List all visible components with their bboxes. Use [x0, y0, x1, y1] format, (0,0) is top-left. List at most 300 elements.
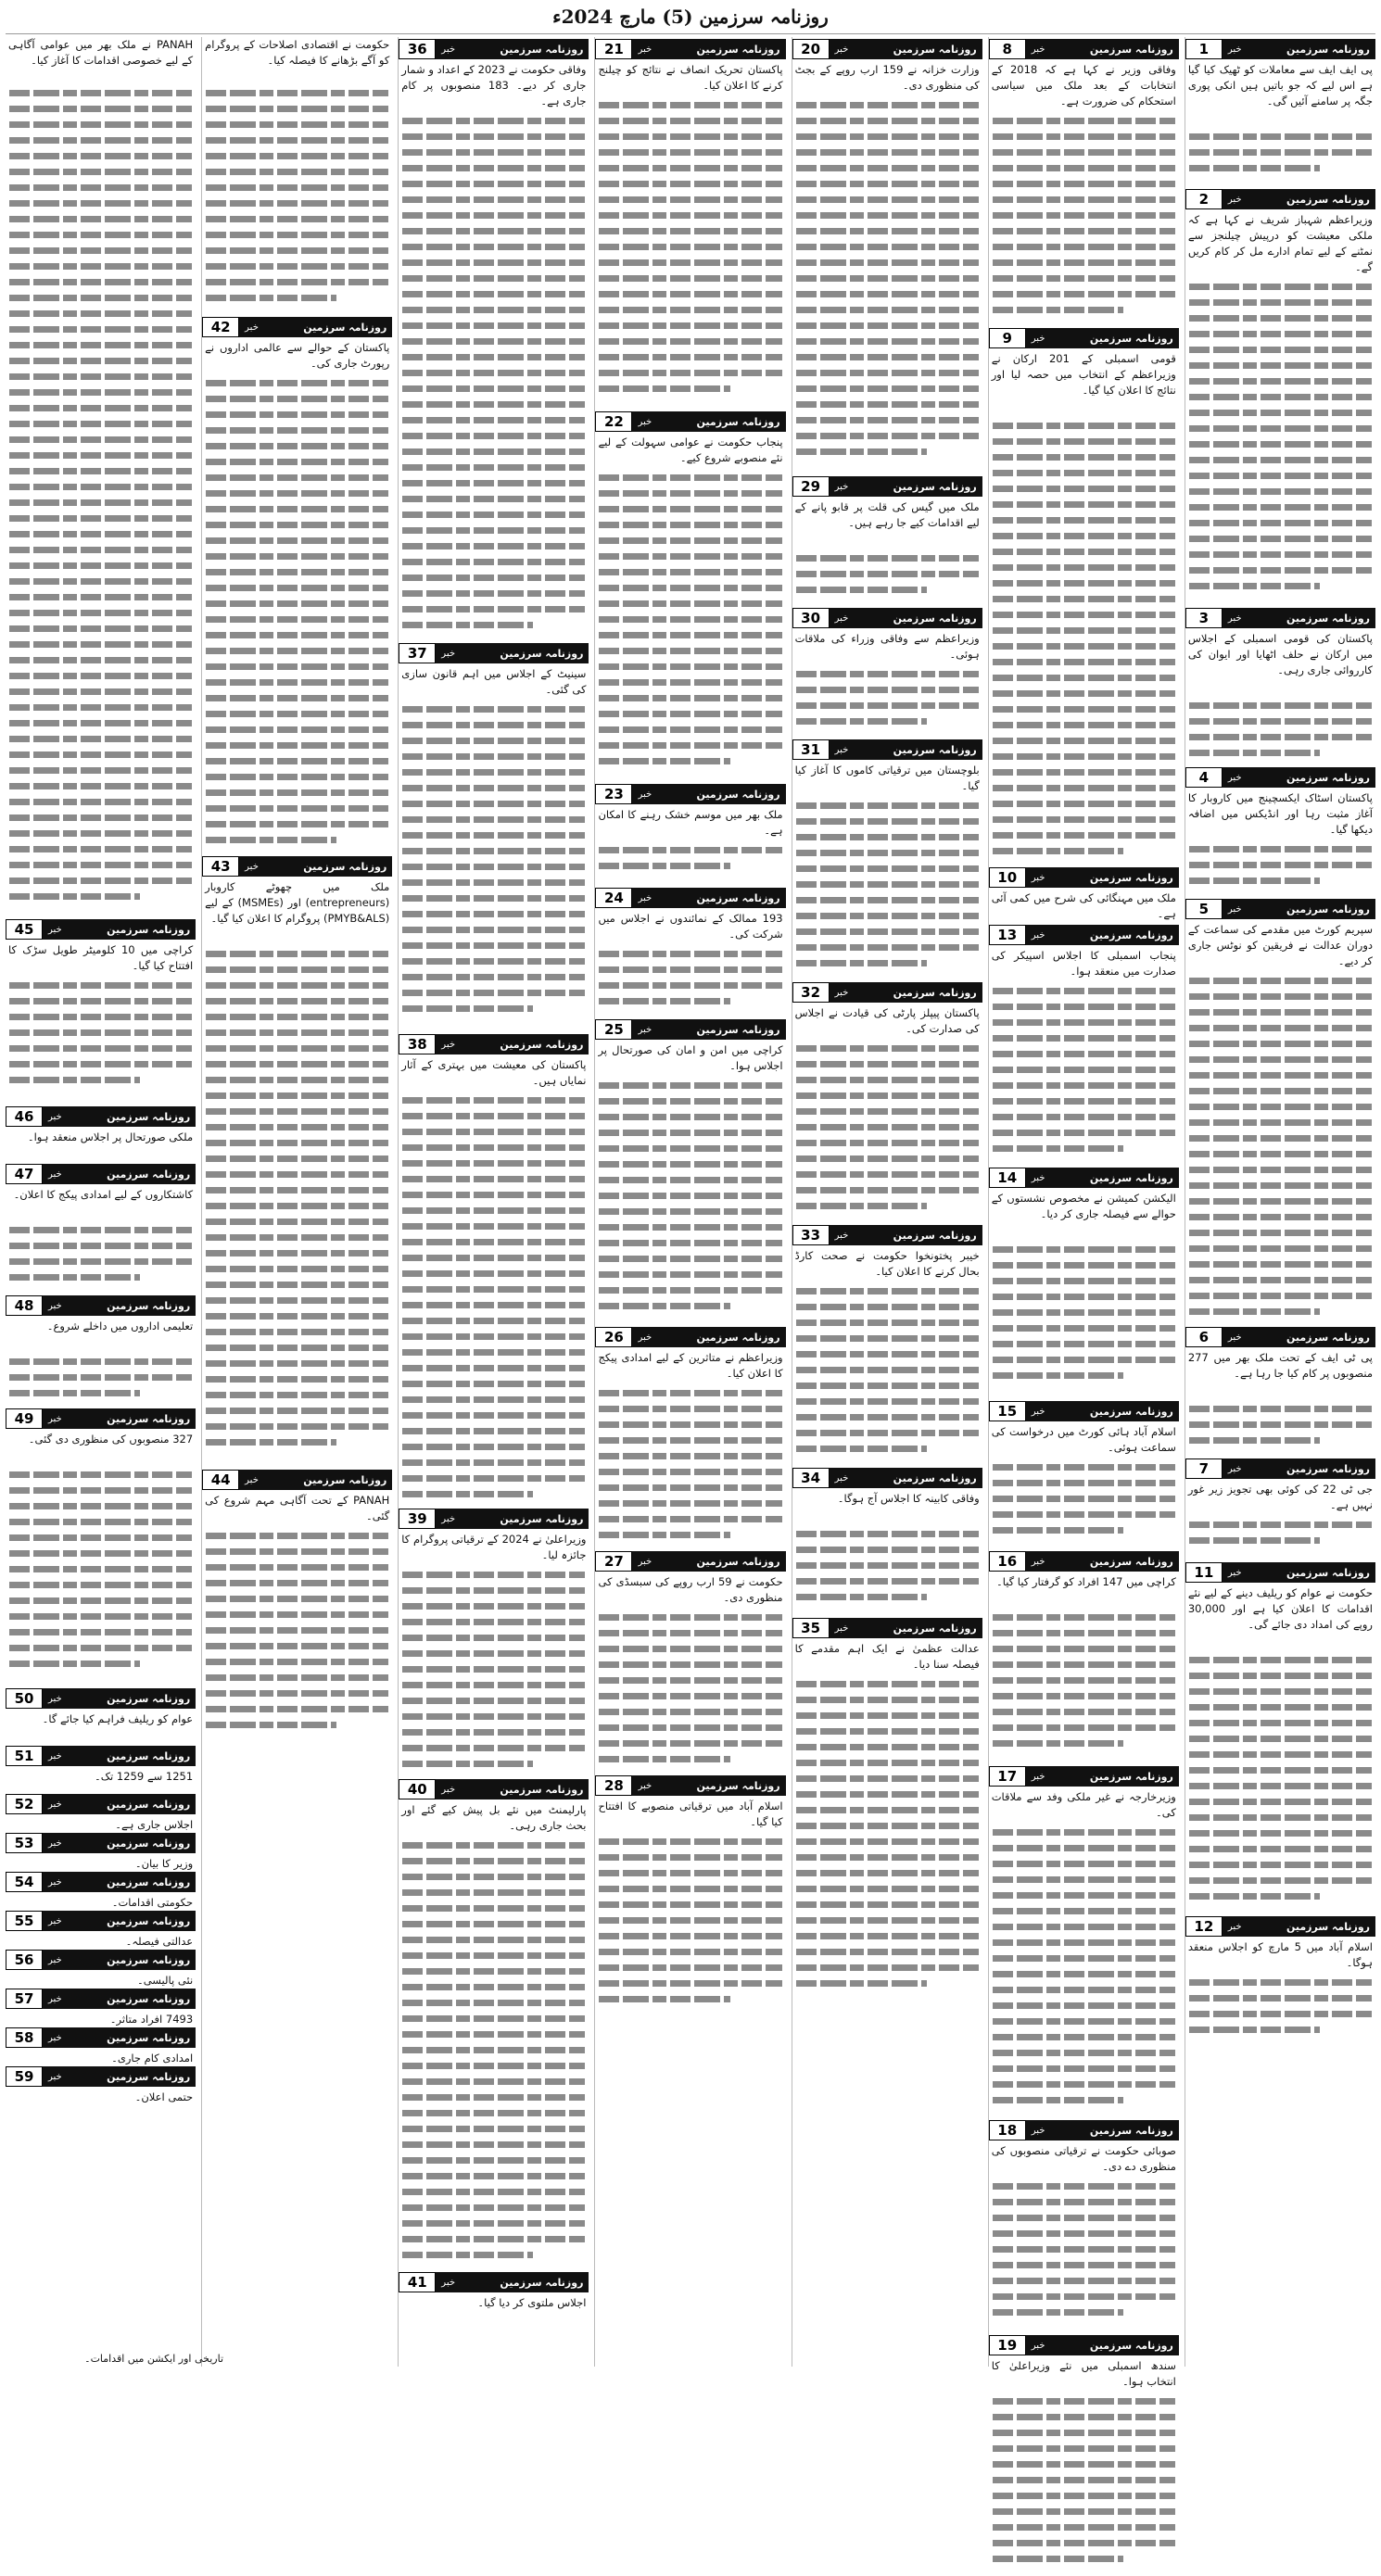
news-story	[1185, 1458, 1375, 1560]
section-label: روزنامہ سرزمین	[1089, 1405, 1173, 1418]
body-copy-lines	[595, 1838, 785, 2012]
news-story	[595, 888, 785, 1017]
story-header	[1185, 767, 1375, 788]
story-bar	[1026, 925, 1179, 945]
story-number: 14	[989, 1168, 1026, 1188]
story-bar	[43, 1989, 196, 2009]
story-header	[6, 1408, 196, 1429]
section-label: روزنامہ سرزمین	[107, 1992, 191, 2005]
news-story	[202, 37, 392, 315]
tag-label: خبر	[48, 1799, 62, 1810]
section-label: روزنامہ سرزمین	[1286, 771, 1370, 784]
section-label: روزنامہ سرزمین	[696, 1555, 780, 1568]
story-bar	[1223, 1327, 1375, 1347]
story-bar	[1223, 1916, 1375, 1937]
story-number: 19	[989, 2335, 1026, 2355]
story-header	[792, 739, 982, 760]
story-text: وزیرخارجہ نے غیر ملکی وفد سے ملاقات کی۔	[991, 1790, 1176, 1819]
story-number: 17	[989, 1766, 1026, 1787]
masthead: روزنامہ سرزمین (5) مارچ 2024ء	[6, 0, 1375, 34]
story-text: الیکشن کمیشن نے مخصوص نشستوں کے حوالے سے فیصلہ جاری کر دیا۔	[991, 1192, 1176, 1220]
tag-label: خبر	[834, 1230, 849, 1241]
section-label: روزنامہ سرزمین	[1089, 2124, 1173, 2137]
story-text: پی ٹی ایف کے تحت ملک بھر میں 277 منصوبوں پر کام کیا جا رہا ہے۔	[1187, 1351, 1373, 1380]
news-story	[792, 608, 982, 738]
news-story	[399, 2272, 589, 2309]
news-story	[989, 925, 1179, 1166]
story-number: 29	[792, 476, 830, 497]
story-bar	[43, 1295, 196, 1316]
story-text: صوبائی حکومت نے ترقیاتی منصوبوں کی منظوری دے دی۔	[991, 2144, 1176, 2173]
story-number: 10	[989, 867, 1026, 888]
news-story	[6, 37, 196, 917]
section-label: روزنامہ سرزمین	[696, 415, 780, 428]
story-header	[399, 1509, 589, 1529]
story-bar	[632, 1327, 785, 1347]
story-header	[989, 1401, 1179, 1421]
story-header	[989, 2335, 1179, 2355]
story-bar	[436, 1034, 589, 1054]
story-number: 50	[6, 1688, 43, 1709]
body-copy-lines	[1185, 284, 1375, 599]
tag-label: خبر	[1031, 1172, 1045, 1183]
tag-label: خبر	[245, 1474, 259, 1485]
section-label: روزنامہ سرزمین	[500, 43, 584, 56]
story-number: 55	[6, 1911, 43, 1931]
body-copy-lines	[1185, 846, 1375, 893]
news-story	[792, 476, 982, 606]
story-number: 27	[595, 1551, 632, 1572]
story-text: پنجاب اسمبلی کا اجلاس اسپیکر کی صدارت میں منعقد ہوا۔	[991, 949, 1176, 978]
story-bar	[632, 1019, 785, 1040]
story-number: 26	[595, 1327, 632, 1347]
story-number: 32	[792, 982, 830, 1003]
story-header	[6, 1950, 196, 1970]
story-number: 59	[6, 2066, 43, 2087]
section-label: روزنامہ سرزمین	[303, 321, 387, 334]
news-story	[6, 1295, 196, 1407]
body-copy-lines	[595, 847, 785, 878]
news-story	[1185, 1327, 1375, 1457]
story-text: اجلاس جاری ہے۔	[115, 1818, 194, 1831]
story-bar	[43, 1872, 196, 1892]
story-text: پاکستان کے حوالے سے عالمی اداروں نے رپورٹ جاری کی۔	[205, 341, 390, 370]
story-text: 327 منصوبوں کی منظوری دی گئی۔	[28, 1433, 194, 1446]
story-number: 24	[595, 888, 632, 908]
story-number: 15	[989, 1401, 1026, 1421]
section-label: روزنامہ سرزمین	[893, 743, 977, 756]
news-story	[595, 784, 785, 886]
story-number: 53	[6, 1833, 43, 1853]
section-label: روزنامہ سرزمین	[696, 43, 780, 56]
story-header	[6, 1746, 196, 1766]
body-copy-lines	[1185, 978, 1375, 1324]
story-text: اسلام آباد ہائی کورٹ میں درخواست کی سماعت ہوئی۔	[991, 1425, 1176, 1454]
news-story	[989, 1401, 1179, 1549]
tag-label: خبر	[834, 1472, 849, 1484]
news-story	[399, 1509, 589, 1777]
section-label: روزنامہ سرزمین	[107, 1875, 191, 1888]
story-bar	[1223, 189, 1375, 209]
story-header	[792, 476, 982, 497]
news-story	[202, 856, 392, 1468]
body-copy-lines	[399, 706, 589, 1021]
story-bar	[1026, 328, 1179, 348]
tag-label: خبر	[638, 1556, 652, 1567]
body-copy-lines	[6, 1471, 196, 1676]
tag-label: خبر	[48, 1993, 62, 2004]
story-header	[399, 39, 589, 59]
news-story	[989, 1766, 1179, 2118]
story-header	[399, 643, 589, 663]
story-number: 40	[399, 1779, 436, 1799]
news-story	[6, 1164, 196, 1294]
news-story	[792, 39, 982, 474]
body-copy-lines	[595, 951, 785, 1014]
story-text: حکومت نے اقتصادی اصلاحات کے پروگرام کو آگے بڑھانے کا فیصلہ کیا۔	[205, 38, 390, 67]
story-header	[989, 1551, 1179, 1572]
body-copy-lines	[399, 1572, 589, 1776]
story-bar	[830, 608, 982, 628]
section-label: روزنامہ سرزمین	[696, 1331, 780, 1344]
story-header	[6, 1989, 196, 2009]
story-bar	[1026, 39, 1179, 59]
story-number: 16	[989, 1551, 1026, 1572]
story-header	[792, 39, 982, 59]
section-label: روزنامہ سرزمین	[1286, 1462, 1370, 1475]
story-header	[1185, 608, 1375, 628]
body-copy-lines	[989, 1829, 1179, 2113]
section-label: روزنامہ سرزمین	[107, 1749, 191, 1762]
body-copy-lines	[6, 1358, 196, 1406]
story-bar	[632, 888, 785, 908]
body-copy-lines	[202, 1533, 392, 1737]
story-header	[6, 1295, 196, 1316]
body-copy-lines	[6, 1227, 196, 1290]
section-label: روزنامہ سرزمین	[500, 1038, 584, 1051]
story-bar	[43, 1688, 196, 1709]
news-story	[202, 1470, 392, 1748]
news-story	[595, 1551, 785, 1774]
story-bar	[43, 2066, 196, 2087]
story-bar	[1026, 2120, 1179, 2140]
story-bar	[43, 1164, 196, 1184]
story-number: 52	[6, 1794, 43, 1814]
story-bar	[830, 1618, 982, 1638]
body-copy-lines	[595, 102, 785, 401]
story-bar	[1026, 1766, 1179, 1787]
news-story	[6, 1950, 196, 1987]
news-story	[6, 1688, 196, 1744]
body-copy-lines	[595, 1082, 785, 1319]
body-copy-lines	[989, 988, 1179, 1161]
story-bar	[1223, 39, 1375, 59]
tag-label: خبر	[48, 1915, 62, 1926]
section-label: روزنامہ سرزمین	[107, 1914, 191, 1927]
column-6	[201, 37, 392, 2367]
body-copy-lines	[792, 102, 982, 464]
story-bar	[239, 1470, 392, 1490]
body-copy-lines	[1185, 1406, 1375, 1453]
story-header	[989, 867, 1179, 888]
story-bar	[1223, 608, 1375, 628]
body-copy-lines	[202, 380, 392, 852]
section-label: روزنامہ سرزمین	[1089, 871, 1173, 884]
section-label: روزنامہ سرزمین	[893, 612, 977, 625]
body-copy-lines	[792, 671, 982, 734]
story-header	[595, 1775, 785, 1796]
story-text: کراچی میں 10 کلومیٹر طویل سڑک کا افتتاح کیا گیا۔	[8, 943, 194, 972]
section-label: روزنامہ سرزمین	[1089, 2339, 1173, 2352]
news-story	[6, 1794, 196, 1831]
tag-label: خبر	[1227, 1921, 1242, 1932]
story-text: 193 ممالک کے نمائندوں نے اجلاس میں شرکت کی۔	[598, 912, 783, 941]
story-header	[6, 1794, 196, 1814]
story-text: عدالتی فیصلہ۔	[125, 1935, 194, 1948]
story-text: ملک میں گیس کی قلت پر قابو پانے کے لیے اقدامات کیے جا رہے ہیں۔	[794, 500, 980, 529]
section-label: روزنامہ سرزمین	[1089, 1770, 1173, 1783]
story-text: وزیراعلیٰ نے 2024 کے ترقیاتی پروگرام کا جائزہ لیا۔	[401, 1533, 587, 1561]
section-label: روزنامہ سرزمین	[107, 2070, 191, 2083]
story-text: ملک میں چھوٹے کاروبار (entrepreneurs) اور (MSMEs) کے لیے (PMYB&ALS) پروگرام کا اعلان کیا گیا۔	[205, 880, 390, 925]
news-story	[6, 1746, 196, 1792]
story-text: وزیراعظم سے وفاقی وزراء کی ملاقات ہوئی۔	[794, 632, 980, 661]
story-text: وزیراعظم شہباز شریف نے کہا ہے کہ ملکی معیشت کو درپیش چیلنجز سے نمٹنے کے لیے تمام ادارے مل کر کام کریں گے۔	[1187, 213, 1373, 273]
story-number: 18	[989, 2120, 1026, 2140]
news-story	[1185, 1562, 1375, 1914]
news-story	[6, 1408, 196, 1686]
story-header	[792, 1225, 982, 1245]
story-text: خیبر پختونخوا حکومت نے صحت کارڈ بحال کرنے کا اعلان کیا۔	[794, 1249, 980, 1278]
tag-label: خبر	[48, 1413, 62, 1424]
section-label: روزنامہ سرزمین	[1286, 193, 1370, 206]
story-text: کراچی میں 147 افراد کو گرفتار کیا گیا۔	[995, 1575, 1176, 1588]
story-bar	[43, 1833, 196, 1853]
story-number: 46	[6, 1106, 43, 1127]
column-7	[6, 37, 196, 2367]
story-bar	[830, 982, 982, 1003]
tag-label: خبر	[245, 322, 259, 333]
story-bar	[43, 1950, 196, 1970]
section-label: روزنامہ سرزمین	[107, 1412, 191, 1425]
news-story	[1185, 608, 1375, 765]
body-copy-lines	[399, 118, 589, 638]
story-bar	[1223, 899, 1375, 919]
section-label: روزنامہ سرزمین	[1286, 1920, 1370, 1933]
news-story	[989, 2335, 1179, 2576]
news-story	[792, 1468, 982, 1616]
section-label: روزنامہ سرزمین	[1286, 1566, 1370, 1579]
body-copy-lines	[1185, 702, 1375, 765]
story-header	[6, 1164, 196, 1184]
news-story	[399, 1034, 589, 1507]
tag-label: خبر	[48, 1837, 62, 1849]
body-copy-lines	[595, 1614, 785, 1772]
body-copy-lines	[792, 802, 982, 976]
story-text: سندھ اسمبلی میں نئے وزیراعلیٰ کا انتخاب ہوا۔	[991, 2359, 1176, 2388]
body-copy-lines	[989, 118, 1179, 322]
story-number: 36	[399, 39, 436, 59]
story-text: پاکستان پیپلز پارٹی کی قیادت نے اجلاس کی صدارت کی۔	[794, 1006, 980, 1035]
story-header	[792, 1468, 982, 1488]
body-copy-lines	[595, 474, 785, 774]
story-number: 31	[792, 739, 830, 760]
body-copy-lines	[1185, 1522, 1375, 1553]
story-header	[792, 982, 982, 1003]
body-copy-lines	[792, 1681, 982, 1996]
section-label: روزنامہ سرزمین	[1286, 1331, 1370, 1344]
news-story	[792, 982, 982, 1223]
story-text: 7493 افراد متاثر۔	[109, 2013, 194, 2026]
section-label: روزنامہ سرزمین	[107, 923, 191, 936]
news-story	[1185, 1916, 1375, 2055]
story-text: ملکی صورتحال پر اجلاس منعقد ہوا۔	[27, 1130, 194, 1143]
body-copy-lines	[1185, 1657, 1375, 1909]
story-number: 38	[399, 1034, 436, 1054]
body-copy-lines	[989, 2183, 1179, 2325]
story-text: عدالت عظمیٰ نے ایک اہم مقدمے کا فیصلہ سنا دیا۔	[794, 1642, 980, 1671]
story-text: اجلاس ملتوی کر دیا گیا۔	[477, 2296, 587, 2309]
story-bar	[1026, 867, 1179, 888]
tag-label: خبر	[638, 892, 652, 903]
body-copy-lines	[989, 423, 1179, 864]
story-number: 58	[6, 2027, 43, 2048]
body-copy-lines	[202, 90, 392, 310]
tag-label: خبر	[48, 1111, 62, 1122]
story-text: کراچی میں امن و امان کی صورتحال پر اجلاس ہوا۔	[598, 1043, 783, 1072]
section-label: روزنامہ سرزمین	[1286, 43, 1370, 56]
story-number: 41	[399, 2272, 436, 2292]
story-header	[6, 1911, 196, 1931]
story-header	[6, 2066, 196, 2087]
body-copy-lines	[399, 1842, 589, 2267]
story-number: 6	[1185, 1327, 1223, 1347]
section-label: روزنامہ سرزمین	[107, 1692, 191, 1705]
story-number: 5	[1185, 899, 1223, 919]
news-story	[6, 1106, 196, 1162]
story-text: نئی پالیسی۔	[136, 1974, 194, 1987]
body-copy-lines	[1185, 1979, 1375, 2042]
tag-label: خبر	[48, 1168, 62, 1180]
story-bar	[239, 856, 392, 877]
story-text: سپریم کورٹ میں مقدمے کی سماعت کے دوران عدالت نے فریقین کو نوٹس جاری کر دیے۔	[1187, 923, 1373, 967]
story-text: جی ٹی 22 کی کوئی بھی تجویز زیر غور نہیں ہے۔	[1187, 1483, 1373, 1511]
tag-label: خبر	[441, 648, 456, 659]
story-text: سینیٹ کے اجلاس میں اہم قانون سازی کی گئی۔	[401, 667, 587, 696]
story-number: 44	[202, 1470, 239, 1490]
story-number: 28	[595, 1775, 632, 1796]
column-4	[594, 37, 785, 2367]
story-number: 7	[1185, 1458, 1223, 1479]
story-number: 23	[595, 784, 632, 804]
story-bar	[632, 1775, 785, 1796]
news-story	[792, 739, 982, 980]
story-header	[6, 919, 196, 940]
news-story	[1185, 39, 1375, 187]
tag-label: خبر	[1031, 2340, 1045, 2351]
tag-label: خبر	[1227, 1567, 1242, 1578]
body-copy-lines	[989, 2398, 1179, 2571]
story-number: 43	[202, 856, 239, 877]
tag-label: خبر	[245, 861, 259, 872]
story-text: پاکستان تحریک انصاف نے نتائج کو چیلنج کرنے کا اعلان کیا۔	[598, 63, 783, 92]
section-label: روزنامہ سرزمین	[696, 1779, 780, 1792]
news-story	[989, 328, 1179, 865]
story-bar	[43, 1106, 196, 1127]
story-header	[989, 328, 1179, 348]
tag-label: خبر	[834, 1623, 849, 1634]
news-story	[6, 1833, 196, 1870]
story-bar	[1223, 767, 1375, 788]
story-text: عوام کو ریلیف فراہم کیا جائے گا۔	[42, 1712, 194, 1725]
story-header	[1185, 899, 1375, 919]
story-text: پاکستان کی قومی اسمبلی کے اجلاس میں ارکان نے حلف اٹھایا اور ایوان کی کارروائی جاری رہی۔	[1187, 632, 1373, 676]
story-text: اسلام آباد میں 5 مارچ کو اجلاس منعقد ہوگا۔	[1187, 1940, 1373, 1969]
tag-label: خبر	[1031, 333, 1045, 344]
news-story	[1185, 189, 1375, 606]
section-label: روزنامہ سرزمین	[1089, 928, 1173, 941]
news-story	[595, 1019, 785, 1325]
story-header	[989, 2120, 1179, 2140]
body-copy-lines	[6, 982, 196, 1092]
news-story	[595, 1775, 785, 2016]
tag-label: خبر	[1227, 903, 1242, 915]
story-text: تعلیمی اداروں میں داخلے شروع۔	[46, 1320, 194, 1332]
tag-label: خبر	[1031, 1406, 1045, 1417]
story-number: 47	[6, 1164, 43, 1184]
story-text: حکومتی اقدامات۔	[111, 1896, 194, 1909]
body-copy-lines	[6, 90, 196, 909]
story-header	[595, 1327, 785, 1347]
body-copy-lines	[792, 1288, 982, 1461]
section-label: روزنامہ سرزمین	[500, 2276, 584, 2289]
news-story	[595, 1327, 785, 1549]
body-copy-lines	[792, 1531, 982, 1610]
story-bar	[436, 1509, 589, 1529]
news-story	[6, 2027, 196, 2065]
section-label: روزنامہ سرزمین	[893, 1622, 977, 1635]
section-label: روزنامہ سرزمین	[107, 1168, 191, 1181]
story-text: PANAH کے تحت آگاہی مہم شروع کی گئی۔	[205, 1494, 390, 1522]
story-header	[1185, 1327, 1375, 1347]
story-number: 2	[1185, 189, 1223, 209]
tag-label: خبر	[48, 1693, 62, 1704]
story-bar	[43, 919, 196, 940]
tag-label: خبر	[1227, 194, 1242, 205]
story-header	[989, 1766, 1179, 1787]
story-text: وزارت خزانہ نے 159 ارب روپے کے بجٹ کی منظوری دی۔	[794, 63, 980, 92]
story-text: حتمی اعلان۔	[134, 2090, 194, 2103]
story-header	[6, 1688, 196, 1709]
story-number: 3	[1185, 608, 1223, 628]
story-bar	[43, 1746, 196, 1766]
story-header	[6, 1106, 196, 1127]
tag-label: خبر	[1227, 612, 1242, 624]
story-header	[595, 888, 785, 908]
story-number: 21	[595, 39, 632, 59]
story-number: 4	[1185, 767, 1223, 788]
story-bar	[43, 2027, 196, 2048]
story-bar	[830, 1468, 982, 1488]
story-bar	[830, 39, 982, 59]
story-number: 8	[989, 39, 1026, 59]
section-label: روزنامہ سرزمین	[500, 1512, 584, 1525]
tag-label: خبر	[48, 1750, 62, 1762]
section-label: روزنامہ سرزمین	[696, 788, 780, 801]
story-number: 9	[989, 328, 1026, 348]
story-bar	[1026, 1401, 1179, 1421]
story-number: 12	[1185, 1916, 1223, 1937]
